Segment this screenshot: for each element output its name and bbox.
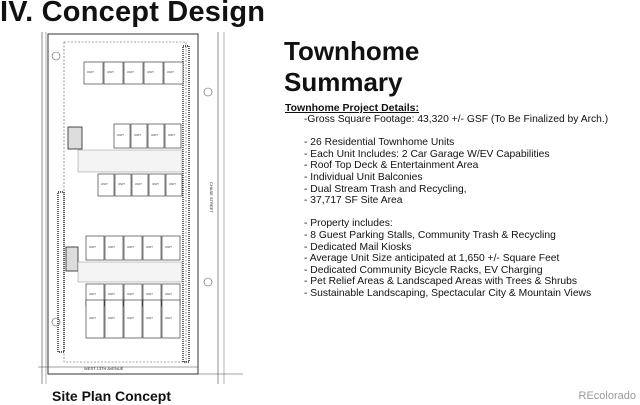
unit-block [149, 174, 165, 196]
unit-label: UNIT [117, 133, 124, 137]
unit-label: UNIT [167, 70, 174, 74]
unit-block [143, 236, 161, 260]
detail-item: -Gross Square Footage: 43,320 +/- GSF (To Be Finalized by Arch.) [304, 114, 609, 125]
summary-title-line1: Townhome [284, 36, 420, 66]
unit-label: UNIT [108, 292, 115, 296]
unit-label: UNIT [135, 182, 142, 186]
unit-block [148, 124, 164, 148]
unit-label: UNIT [89, 316, 96, 320]
unit-label: UNIT [87, 70, 94, 74]
unit-block [144, 62, 163, 84]
detail-item: - Dedicated Mail Kiosks [304, 241, 412, 253]
detail-spacer [304, 207, 608, 219]
details-list [304, 114, 608, 300]
site-plan-drawing [38, 32, 243, 384]
unit-label: UNIT [165, 316, 172, 320]
unit-label: UNIT [146, 316, 153, 320]
street-label: WEST 13TH AVENUE [84, 366, 124, 371]
summary-title-line2: Summary [284, 67, 403, 97]
unit-block [162, 300, 180, 338]
unit-block [105, 236, 123, 260]
unit-label: UNIT [89, 245, 96, 249]
unit-label: UNIT [147, 70, 154, 74]
site-plan-caption: Site Plan Concept [52, 388, 172, 404]
detail-item: - Property includes: [304, 218, 393, 230]
unit-block [143, 300, 161, 338]
unit-block [105, 300, 123, 338]
unit-block [131, 124, 147, 148]
unit-label: UNIT [127, 316, 134, 320]
unit-block [124, 300, 142, 338]
unit-label: UNIT [146, 245, 153, 249]
detail-item: - 26 Residential Townhome Units [304, 137, 455, 149]
detail-item: - Sustainable Landscaping, Spectacular City & Mountain Views [304, 287, 592, 299]
unit-label: UNIT [146, 292, 153, 296]
unit-block [132, 174, 148, 196]
unit-block [114, 124, 130, 148]
unit-label: UNIT [108, 245, 115, 249]
unit-label: UNIT [169, 182, 176, 186]
unit-label: UNIT [151, 133, 158, 137]
detail-item: - Roof Top Deck & Entertainment Area [304, 160, 479, 172]
unit-block [164, 62, 183, 84]
page-title: IV. Concept Design [0, 0, 266, 28]
unit-block [86, 300, 104, 338]
watermark: REcolorado [578, 390, 636, 402]
details-heading: Townhome Project Details: [285, 102, 419, 114]
unit-block [165, 124, 181, 148]
unit-label: UNIT [118, 182, 125, 186]
unit-block [98, 174, 114, 196]
side-street-label: CHASE STREET [209, 182, 214, 213]
detail-item: - Individual Unit Balconies [304, 171, 423, 183]
unit-label: UNIT [134, 133, 141, 137]
unit-label: UNIT [127, 292, 134, 296]
unit-block [84, 62, 103, 84]
detail-item: - 8 Guest Parking Stalls, Community Trash & Recycling [304, 229, 556, 241]
unit-label: UNIT [107, 70, 114, 74]
detail-spacer [304, 126, 608, 138]
detail-item: - Dedicated Community Bicycle Racks, EV Charging [304, 264, 543, 276]
unit-block [86, 236, 104, 260]
unit-block [104, 62, 123, 84]
unit-block [162, 236, 180, 260]
detail-item: - Pet Relief Areas & Landscaped Areas with Trees & Shrubs [304, 276, 578, 288]
unit-label: UNIT [89, 292, 96, 296]
summary-title [284, 36, 419, 98]
unit-block [124, 236, 142, 260]
detail-item: - 37,717 SF Site Area [304, 195, 403, 207]
unit-label: UNIT [165, 245, 172, 249]
unit-label: UNIT [127, 245, 134, 249]
unit-label: UNIT [127, 70, 134, 74]
detail-item: - Each Unit Includes: 2 Car Garage W/EV Capabilities [304, 148, 550, 160]
unit-label: UNIT [165, 292, 172, 296]
unit-block [115, 174, 131, 196]
unit-label: UNIT [108, 316, 115, 320]
unit-label: UNIT [168, 133, 175, 137]
unit-label: UNIT [152, 182, 159, 186]
unit-block [166, 174, 182, 196]
detail-item: - Average Unit Size anticipated at 1,650 +/- Square Feet [304, 253, 560, 265]
detail-item: - Dual Stream Trash and Recycling, [304, 183, 467, 195]
unit-block [124, 62, 143, 84]
unit-label: UNIT [101, 182, 108, 186]
